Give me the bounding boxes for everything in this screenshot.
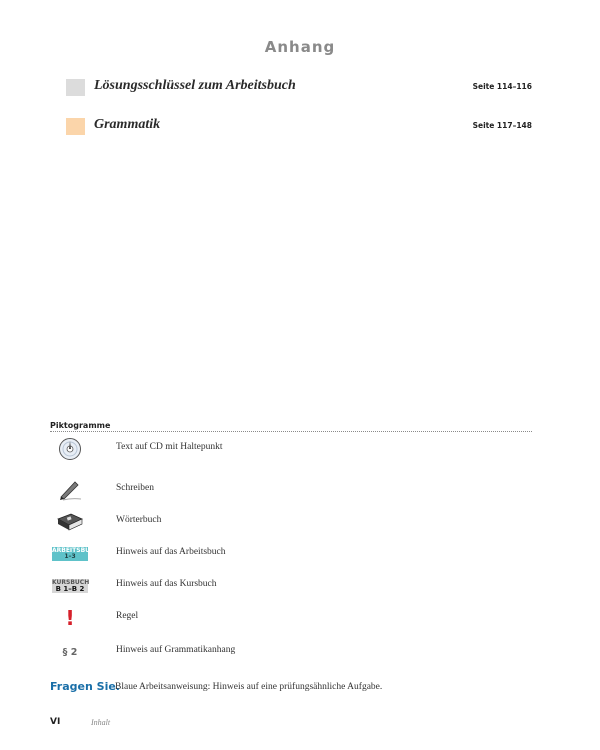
badge-number: 1–3 <box>64 553 76 560</box>
toc-entry-loesungsschluessel[interactable] <box>66 77 532 99</box>
pictogram-label: Text auf CD mit Haltepunkt <box>116 442 223 452</box>
paragraph-glyph: § 2 <box>62 646 78 658</box>
badge-number: B 1–B 2 <box>55 585 85 593</box>
toc-entry-grammatik[interactable] <box>66 116 532 138</box>
toc-entry-pages: Seite 114–116 <box>472 82 532 91</box>
pictogram-label: Wörterbuch <box>116 515 162 525</box>
fragen-sie-label: Fragen Sie. <box>50 680 120 693</box>
pictogram-row <box>46 605 536 631</box>
pencil-icon <box>46 477 94 503</box>
fragen-sie-description: Blaue Arbeitsanweisung: Hinweis auf eine prüfungsähnliche Aufgabe. <box>115 682 383 692</box>
pictogram-label: Schreiben <box>116 483 154 493</box>
pictograms-heading: Piktogramme <box>50 421 111 430</box>
section-color-swatch <box>66 118 85 135</box>
pictogram-row <box>46 541 536 567</box>
badge-title: ARBEITSBUCH <box>52 547 100 554</box>
pictogram-label: Hinweis auf das Kursbuch <box>116 579 217 589</box>
pictogram-label: Hinweis auf Grammatikanhang <box>116 645 236 655</box>
pictogram-row <box>46 436 536 462</box>
footer-section-title: Inhalt <box>91 718 111 727</box>
workbook-badge <box>46 541 100 567</box>
exclamation-icon <box>46 605 94 631</box>
pictogram-label: Hinweis auf das Arbeitsbuch <box>116 547 226 557</box>
badge-title: KURSBUCH <box>52 579 90 586</box>
paragraph-icon <box>46 639 94 665</box>
appendix-heading: Anhang <box>264 38 336 56</box>
section-color-swatch <box>66 79 85 96</box>
cd-icon <box>46 436 94 462</box>
coursebook-badge <box>46 573 94 599</box>
pictogram-row <box>46 573 536 599</box>
page-number: VI <box>50 717 61 727</box>
dictionary-icon <box>46 509 94 535</box>
pictogram-row <box>46 639 536 665</box>
pictogram-row <box>46 477 536 503</box>
toc-entry-pages: Seite 117–148 <box>472 121 532 130</box>
pictogram-label: Regel <box>116 611 139 621</box>
dotted-divider <box>50 431 532 432</box>
exclamation-glyph: ! <box>65 606 75 630</box>
toc-entry-title: Lösungsschlüssel zum Arbeitsbuch <box>94 78 296 93</box>
pictogram-row <box>46 509 536 535</box>
toc-entry-title: Grammatik <box>94 117 161 132</box>
